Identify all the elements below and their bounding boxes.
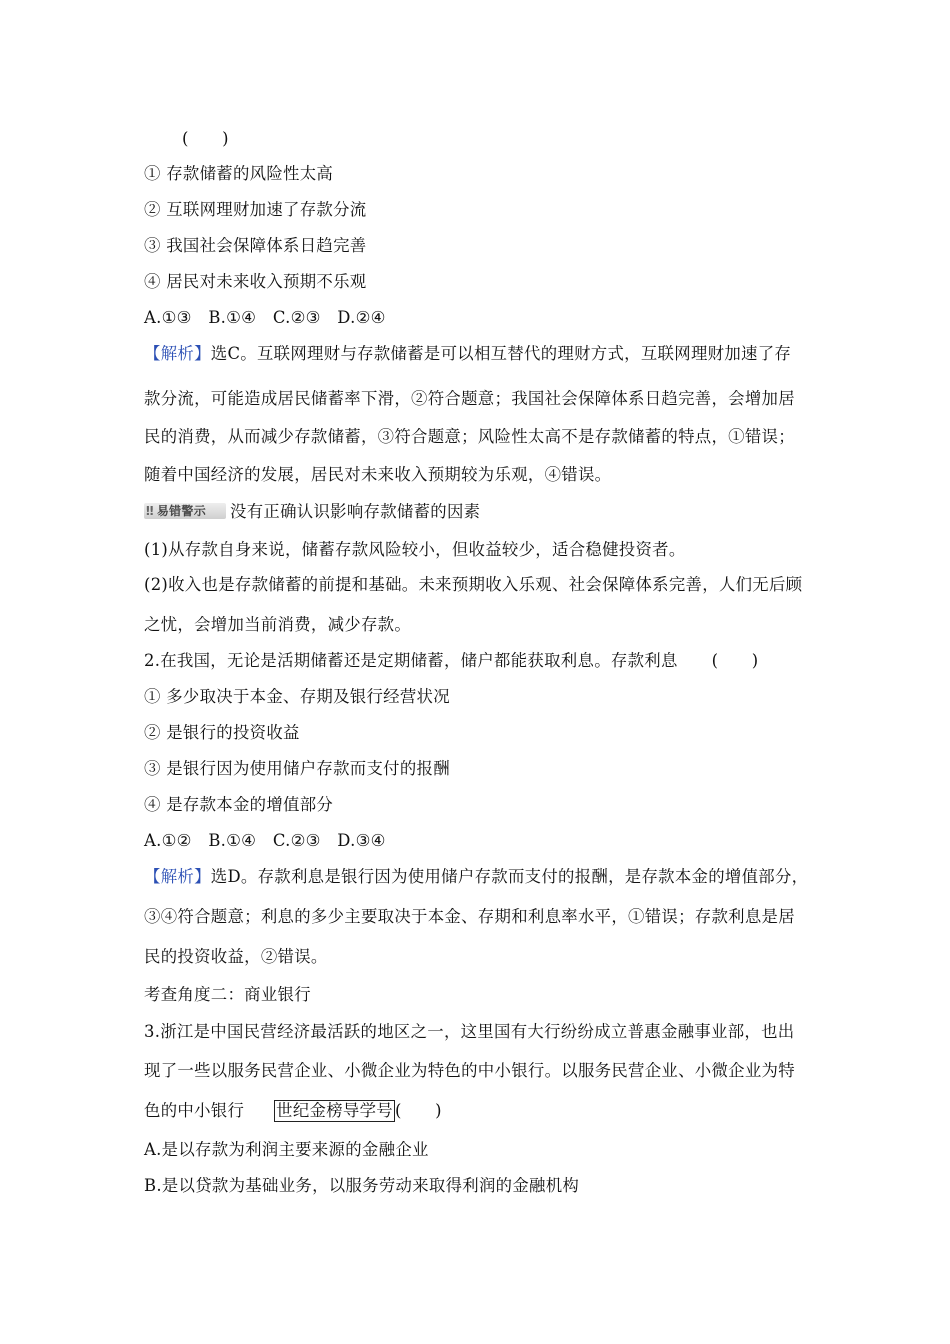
q2-stem <box>144 648 758 674</box>
q3-stem-paren: ( ) <box>395 1101 442 1120</box>
warning-badge <box>144 503 226 519</box>
q1-analysis-text-1: 选C。互联网理财与存款储蓄是可以相互替代的理财方式，互联网理财加速了存 <box>210 344 792 363</box>
q3-stem-line-2: 现了一些以服务民营企业、小微企业为特色的中小银行。以服务民营企业、小微企业为特 <box>144 1061 795 1080</box>
q1-option-4: ④ 居民对未来收入预期不乐观 <box>144 272 367 291</box>
q3-option-a: A.是以存款为利润主要来源的金融企业 <box>144 1140 429 1159</box>
warning-title: 没有正确认识影响存款储蓄的因素 <box>230 502 481 521</box>
warning-badge-label: 易错警示 <box>156 503 207 518</box>
q2-analysis-line-2: ③④符合题意；利息的多少主要取决于本金、存期和利息率水平，①错误；存款利息是居 <box>144 907 795 926</box>
q3-stem-line-3 <box>144 1098 442 1124</box>
q2-analysis-line-3: 民的投资收益，②错误。 <box>144 947 328 966</box>
q3-stem-last: 色的中小银行 <box>144 1101 245 1120</box>
q1-choices: A.①③ B.①④ C.②③ D.②④ <box>144 308 386 327</box>
q1-analysis-line-3: 民的消费，从而减少存款储蓄，③符合题意；风险性太高不是存款储蓄的特点，①错误； <box>144 427 795 446</box>
q2-option-3: ③ 是银行因为使用储户存款而支付的报酬 <box>144 759 450 778</box>
q1-analysis-line-4: 随着中国经济的发展，居民对未来收入预期较为乐观，④错误。 <box>144 465 612 484</box>
warning-heading <box>144 499 480 525</box>
analysis-tag: 【解析】 <box>144 344 211 363</box>
q2-analysis-line-1 <box>144 864 808 890</box>
warning-line-3: 之忧，会增加当前消费，减少存款。 <box>144 615 412 634</box>
q2-stem-text: 2.在我国，无论是活期储蓄还是定期储蓄，储户都能获取利息。存款利息 <box>144 651 678 670</box>
q2-option-2: ② 是银行的投资收益 <box>144 723 300 742</box>
q3-stem-line-1: 3.浙江是中国民营经济最活跃的地区之一，这里国有大行纷纷成立普惠金融事业部，也出 <box>144 1022 795 1041</box>
q2-option-4: ④ 是存款本金的增值部分 <box>144 795 334 814</box>
q1-analysis-line-2: 款分流，可能造成居民储蓄率下滑，②符合题意；我国社会保障体系日趋完善，会增加居 <box>144 389 795 408</box>
q1-analysis-line-1 <box>144 341 791 367</box>
q2-option-1: ① 多少取决于本金、存期及银行经营状况 <box>144 687 450 706</box>
q1-option-3: ③ 我国社会保障体系日趋完善 <box>144 236 367 255</box>
book-code-label: 世纪金榜导学号 <box>276 1101 393 1120</box>
q2-choices: A.①② B.①④ C.②③ D.③④ <box>144 831 386 850</box>
section-title: 考查角度二：商业银行 <box>144 985 311 1004</box>
q3-option-b: B.是以贷款为基础业务，以服务劳动来取得利润的金融机构 <box>144 1176 580 1195</box>
q2-stem-paren: ( ) <box>711 651 759 670</box>
q1-option-2: ② 互联网理财加速了存款分流 <box>144 200 367 219</box>
warning-line-1: (1)从存款自身来说，储蓄存款风险较小，但收益较少，适合稳健投资者。 <box>144 540 686 559</box>
analysis-tag: 【解析】 <box>144 867 211 886</box>
warning-icon: ‼ <box>146 503 154 518</box>
q1-option-1: ① 存款储蓄的风险性太高 <box>144 164 334 183</box>
q2-analysis-text-1: 选D。存款利息是银行因为使用储户存款而支付的报酬，是存款本金的增值部分， <box>210 867 809 886</box>
warning-line-2: (2)收入也是存款储蓄的前提和基础。未来预期收入乐观、社会保障体系完善，人们无后顾 <box>144 575 803 594</box>
q1-stem-paren: ( ) <box>182 129 229 148</box>
